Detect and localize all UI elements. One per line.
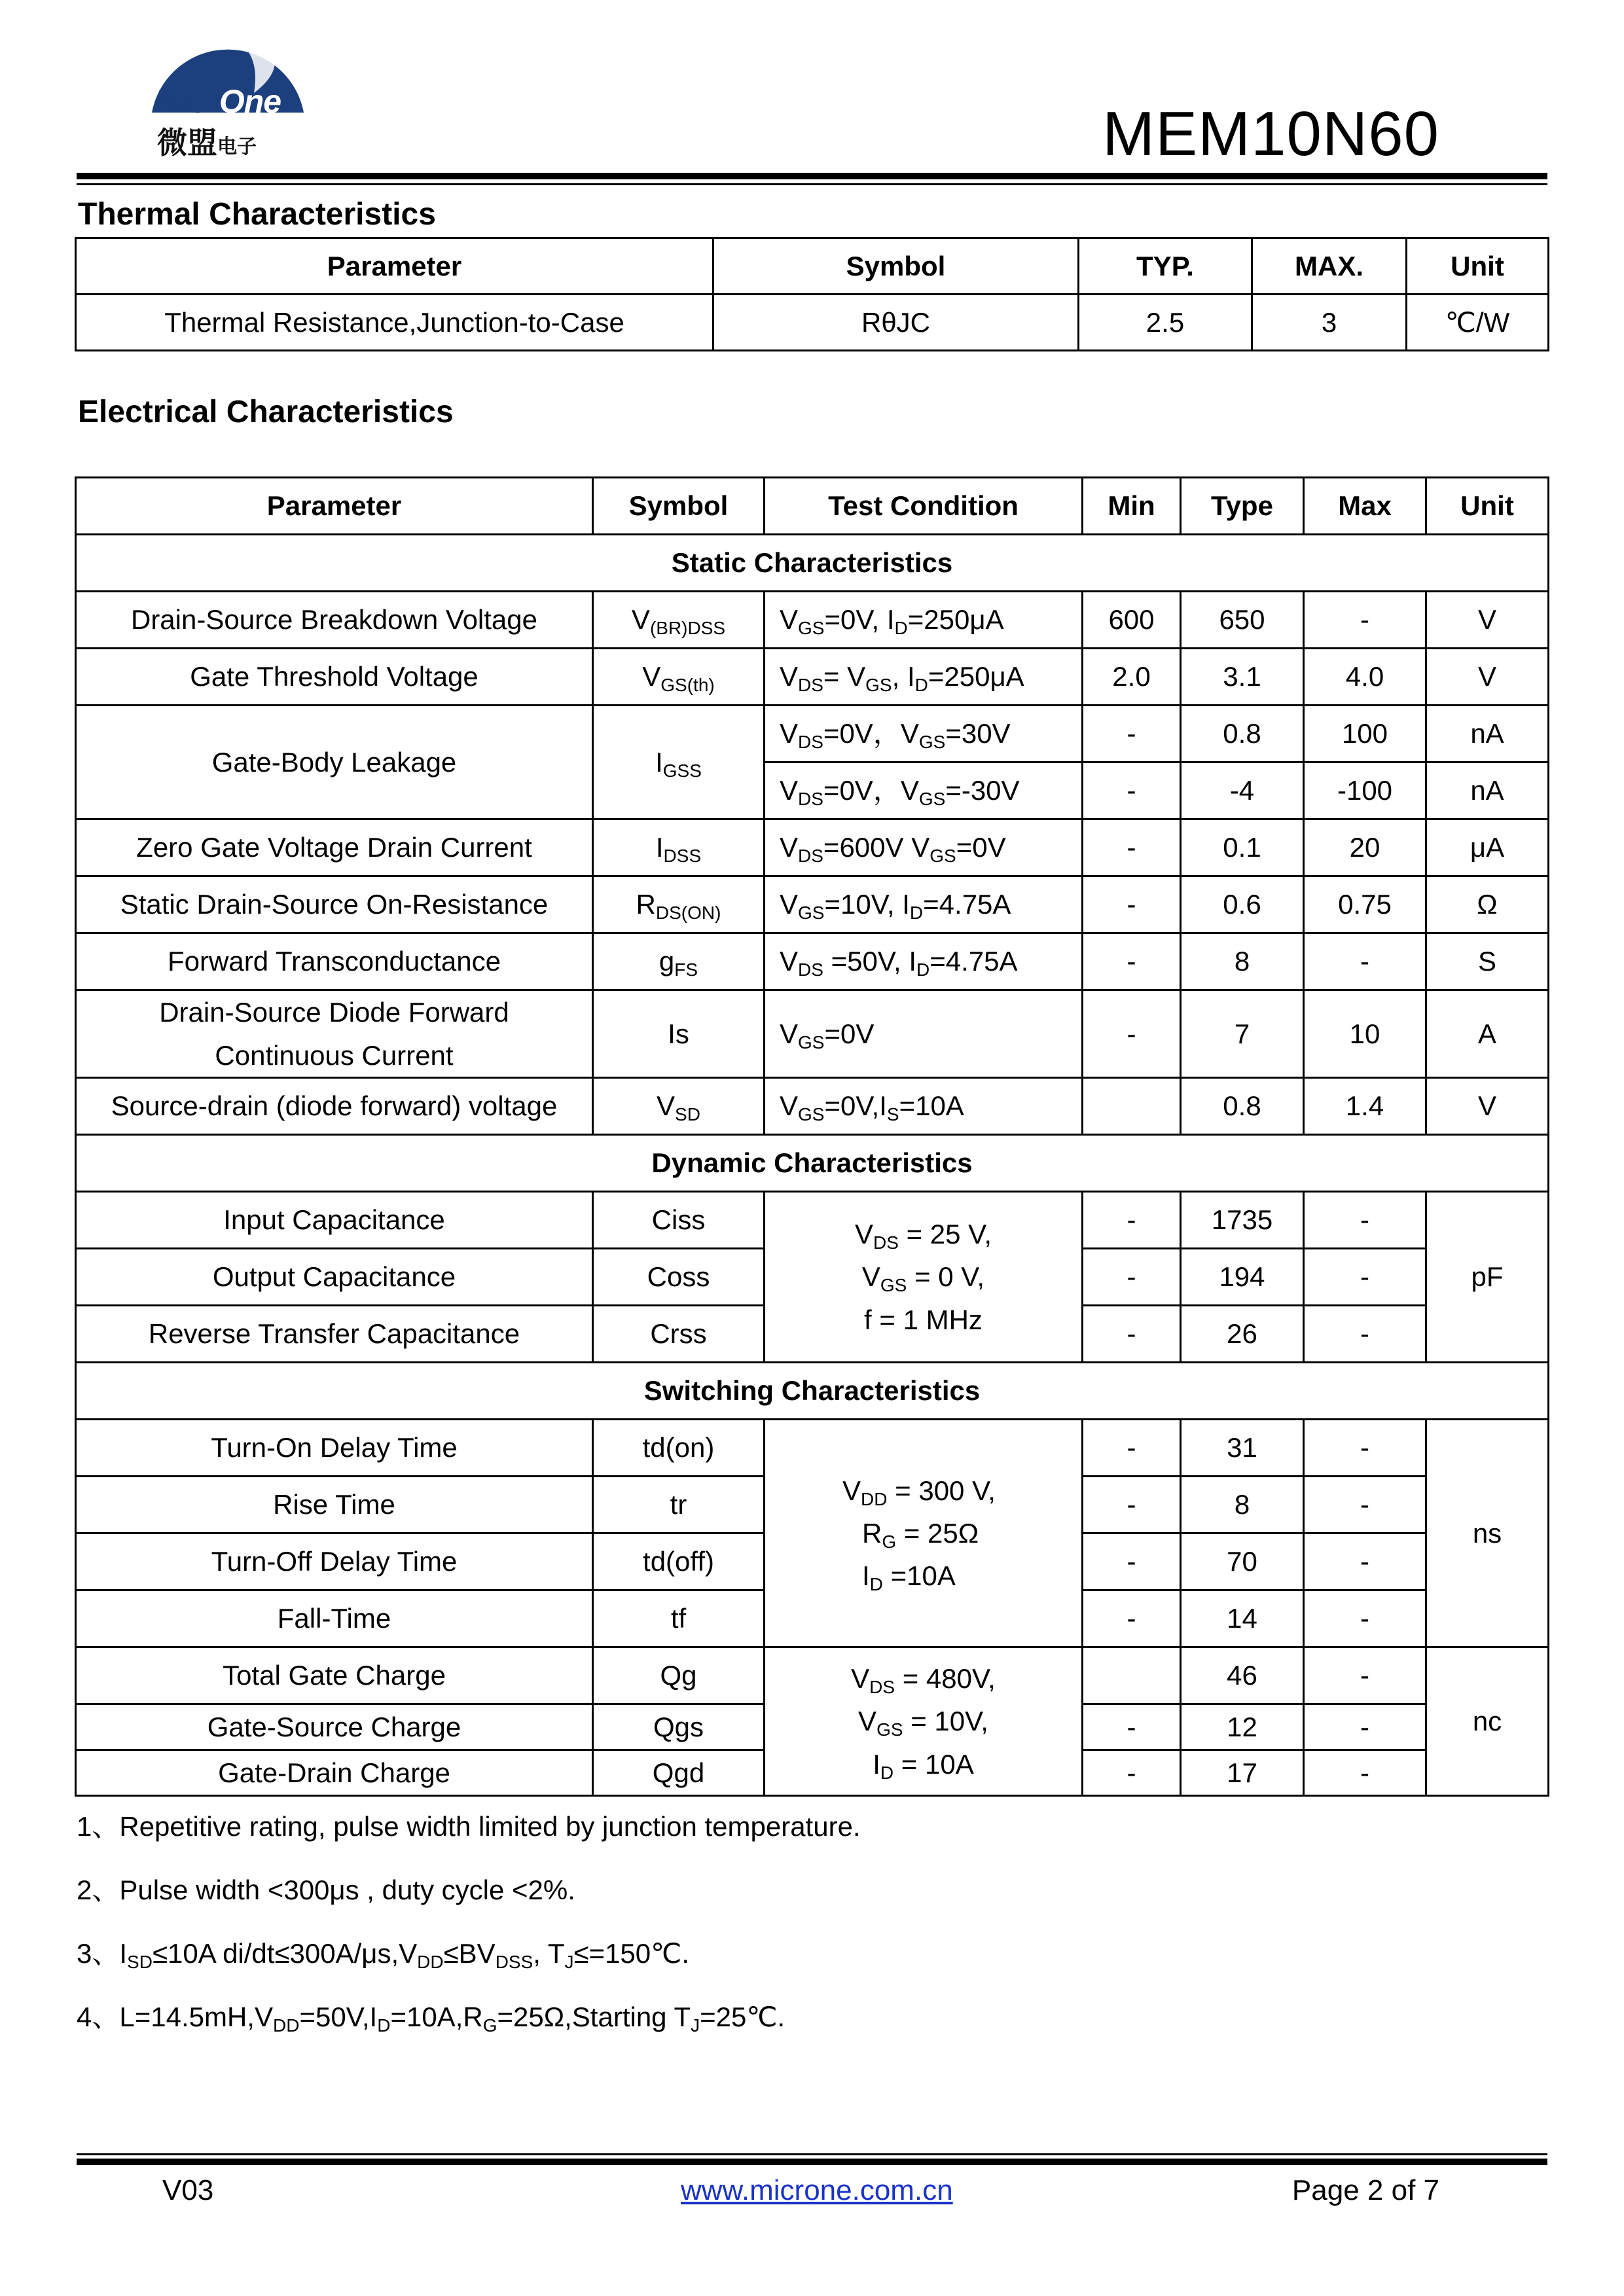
min-cell: - — [1083, 1750, 1181, 1796]
param-line: Continuous Current — [215, 1039, 454, 1071]
param-cell: Turn-Off Delay Time — [76, 1534, 593, 1590]
electrical-header-cell: Min — [1083, 478, 1181, 535]
typ-cell: 26 — [1181, 1306, 1304, 1363]
typ-cell: 0.8 — [1181, 1078, 1304, 1135]
symbol-cell: $V_{SD}$ — [593, 1078, 765, 1135]
min-cell: - — [1083, 1249, 1181, 1306]
unit-cell: nA — [1426, 762, 1549, 819]
condition-cell: $V_{GS}=10V$, $I_D=4.75A$ — [765, 876, 1083, 933]
typ-cell: 8 — [1181, 933, 1304, 990]
footer-page-number: Page 2 of 7 — [1291, 2174, 1439, 2206]
typ-cell: 46 — [1181, 1647, 1304, 1704]
unit-cell: pF — [1426, 1192, 1549, 1363]
max-cell: - — [1304, 1534, 1426, 1590]
min-cell: - — [1083, 876, 1181, 933]
typ-cell: 0.6 — [1181, 876, 1304, 933]
thermal-header-cell: Unit — [1407, 238, 1549, 295]
section-label: Dynamic Characteristics — [76, 1135, 1549, 1192]
typ-cell: 17 — [1181, 1750, 1304, 1796]
param-cell: Gate-Source Charge — [76, 1704, 593, 1750]
electrical-header-cell: Test Condition — [765, 478, 1083, 535]
typ-cell: 7 — [1181, 990, 1304, 1078]
symbol-cell: $g_{FS}$ — [593, 933, 765, 990]
table-row — [76, 706, 1549, 762]
max-cell: - — [1304, 1750, 1426, 1796]
condition-cell: $V_{DS}=600V$ $V_{GS}=0V$ — [765, 819, 1083, 876]
unit-cell: μA — [1426, 819, 1549, 876]
typ-cell: 70 — [1181, 1534, 1304, 1590]
unit-cell: nA — [1426, 706, 1549, 762]
table-row — [76, 1647, 1549, 1704]
min-cell: - — [1083, 1704, 1181, 1750]
symbol-cell: Qgs — [593, 1704, 765, 1750]
thermal-cell: RθJC — [713, 295, 1079, 351]
condition-line: $I_D = 10A$ — [873, 1748, 974, 1783]
min-cell: - — [1083, 1534, 1181, 1590]
symbol-cell: Qgd — [593, 1750, 765, 1796]
typ-cell: 0.1 — [1181, 819, 1304, 876]
condition-line: $V_{DD} = 300$ V, — [842, 1475, 996, 1509]
symbol-cell: Coss — [593, 1249, 765, 1306]
min-cell: - — [1083, 706, 1181, 762]
thermal-header-cell: MAX. — [1252, 238, 1407, 295]
max-cell: 20 — [1304, 819, 1426, 876]
unit-cell: V — [1426, 1078, 1549, 1135]
table-row — [76, 819, 1549, 876]
typ-cell: 14 — [1181, 1590, 1304, 1647]
thermal-header-cell: Symbol — [713, 238, 1079, 295]
typ-cell: 3.1 — [1181, 649, 1304, 706]
max-cell: -100 — [1304, 762, 1426, 819]
logo-chinese-name: 微盟电子 — [157, 126, 257, 160]
param-line: Drain-Source Diode Forward — [159, 997, 509, 1028]
param-cell: Source-drain (diode forward) voltage — [76, 1078, 593, 1135]
unit-cell: A — [1426, 990, 1549, 1078]
condition-cell: $V_{GS}=0V,I_S=10A$ — [765, 1078, 1083, 1135]
condition-line: $V_{DS} = 480V$, — [851, 1663, 996, 1698]
min-cell: 600 — [1083, 592, 1181, 649]
electrical-section-title: Electrical Characteristics — [78, 395, 454, 429]
min-cell: 2.0 — [1083, 649, 1181, 706]
table-row — [76, 1078, 1549, 1135]
param-cell: Rise Time — [76, 1477, 593, 1534]
typ-cell: -4 — [1181, 762, 1304, 819]
table-row — [76, 876, 1549, 933]
param-cell: Input Capacitance — [76, 1192, 593, 1249]
table-row — [76, 1192, 1549, 1249]
typ-cell: 194 — [1181, 1249, 1304, 1306]
thermal-cell: 2.5 — [1079, 295, 1252, 351]
electrical-header-row — [76, 478, 1549, 535]
electrical-header-cell: Type — [1181, 478, 1304, 535]
symbol-cell: $I_{DSS}$ — [593, 819, 765, 876]
symbol-cell: tf — [593, 1590, 765, 1647]
symbol-cell: tr — [593, 1477, 765, 1534]
footer-divider-thin — [77, 2153, 1547, 2155]
electrical-table — [75, 476, 1549, 1797]
min-cell: - — [1083, 762, 1181, 819]
param-cell: Gate-Body Leakage — [76, 706, 593, 819]
max-cell: 0.75 — [1304, 876, 1426, 933]
unit-cell: nc — [1426, 1647, 1549, 1796]
condition-cell: $V_{DS}=0V$，$V_{GS}=30V$ — [765, 706, 1083, 762]
electrical-header-cell: Parameter — [76, 478, 593, 535]
thermal-cell: ℃/W — [1407, 295, 1549, 351]
symbol-cell: $V_{(BR)DSS}$ — [593, 592, 765, 649]
max-cell: - — [1304, 1590, 1426, 1647]
thermal-data-row — [76, 295, 1549, 351]
electrical-header-cell: Symbol — [593, 478, 765, 535]
typ-cell: 1735 — [1181, 1192, 1304, 1249]
max-cell: - — [1304, 1192, 1426, 1249]
param-cell: Turn-On Delay Time — [76, 1420, 593, 1477]
footer-divider-thick — [77, 2159, 1547, 2165]
min-cell: - — [1083, 1306, 1181, 1363]
min-cell: - — [1083, 990, 1181, 1078]
condition-line: $V_{GS} = 10V$, — [858, 1706, 988, 1740]
microne-logo — [149, 14, 306, 160]
min-cell: - — [1083, 933, 1181, 990]
dynamic-section-row — [76, 1135, 1549, 1192]
section-label: Switching Characteristics — [76, 1363, 1549, 1420]
thermal-section-title: Thermal Characteristics — [78, 197, 436, 232]
condition-line: $I_D =10A$ — [862, 1560, 956, 1595]
symbol-cell: Is — [593, 990, 765, 1078]
min-cell — [1083, 1078, 1181, 1135]
electrical-header-cell: Unit — [1426, 478, 1549, 535]
table-row — [76, 592, 1549, 649]
switching-section-row — [76, 1363, 1549, 1420]
table-row — [76, 933, 1549, 990]
condition-cell: $V_{GS}=0V$ — [765, 990, 1083, 1078]
electrical-header-cell: Max — [1304, 478, 1426, 535]
param-cell: Forward Transconductance — [76, 933, 593, 990]
condition-cell: $V_{DS}= V_{GS}$, $I_D=250\mu A$ — [765, 649, 1083, 706]
min-cell — [1083, 1647, 1181, 1704]
footer-version: V03 — [162, 2174, 214, 2206]
typ-cell: 650 — [1181, 592, 1304, 649]
note-4: 4、$L=14.5mH,V_{DD}=50V,I_D=10A,R_G=25\Omega,Starting$ $T_J=25℃$. — [77, 2001, 785, 2036]
param-cell: Total Gate Charge — [76, 1647, 593, 1704]
thermal-header-cell: Parameter — [76, 238, 713, 295]
note-2: 2、Pulse width <300μs , duty cycle <2%. — [77, 1874, 575, 1905]
max-cell: - — [1304, 1420, 1426, 1477]
condition-cell: $V_{DS} =50V$, $I_D=4.75A$ — [765, 933, 1083, 990]
condition-cell — [765, 1420, 1083, 1647]
min-cell: - — [1083, 1420, 1181, 1477]
condition-cell: $V_{DS}=0V$，$V_{GS}=-30V$ — [765, 762, 1083, 819]
thermal-header-cell: TYP. — [1079, 238, 1252, 295]
static-section-row — [76, 535, 1549, 592]
table-row — [76, 649, 1549, 706]
max-cell: - — [1304, 1704, 1426, 1750]
param-cell: Fall-Time — [76, 1590, 593, 1647]
max-cell: - — [1304, 1306, 1426, 1363]
max-cell: 100 — [1304, 706, 1426, 762]
condition-line: $V_{DS} = 25$ V, — [855, 1219, 992, 1253]
symbol-cell: $V_{GS(th)}$ — [593, 649, 765, 706]
max-cell: - — [1304, 933, 1426, 990]
param-cell: Gate Threshold Voltage — [76, 649, 593, 706]
typ-cell: 8 — [1181, 1477, 1304, 1534]
min-cell: - — [1083, 1477, 1181, 1534]
thermal-cell: 3 — [1252, 295, 1407, 351]
unit-cell: S — [1426, 933, 1549, 990]
symbol-cell: td(off) — [593, 1534, 765, 1590]
param-cell: Output Capacitance — [76, 1249, 593, 1306]
max-cell: - — [1304, 1249, 1426, 1306]
header-divider-thin — [77, 183, 1547, 185]
thermal-cell: Thermal Resistance,Junction-to-Case — [76, 295, 713, 351]
thermal-header-row — [76, 238, 1549, 295]
max-cell: 1.4 — [1304, 1078, 1426, 1135]
table-row — [76, 990, 1549, 1078]
note-3: 3、$I_{SD}\le 10A$ $di/dt\le 300A/\mu s,V_{DD}\le BV_{DSS}$, $T_J\le=150℃$. — [77, 1938, 689, 1972]
condition-line: f = 1 MHz — [864, 1304, 983, 1335]
max-cell: - — [1304, 1647, 1426, 1704]
max-cell: - — [1304, 1477, 1426, 1534]
thermal-table — [75, 237, 1549, 351]
symbol-cell: $I_{GSS}$ — [593, 706, 765, 819]
unit-cell: ns — [1426, 1420, 1549, 1647]
max-cell: 4.0 — [1304, 649, 1426, 706]
symbol-cell: Crss — [593, 1306, 765, 1363]
param-cell: Static Drain-Source On-Resistance — [76, 876, 593, 933]
param-cell: Reverse Transfer Capacitance — [76, 1306, 593, 1363]
note-1: 1、Repetitive rating, pulse width limited by junction temperature. — [77, 1811, 861, 1842]
condition-cell — [765, 1647, 1083, 1796]
table-row — [76, 1420, 1549, 1477]
typ-cell: 0.8 — [1181, 706, 1304, 762]
typ-cell: 12 — [1181, 1704, 1304, 1750]
min-cell: - — [1083, 1192, 1181, 1249]
symbol-cell: Qg — [593, 1647, 765, 1704]
symbol-cell: td(on) — [593, 1420, 765, 1477]
typ-cell: 31 — [1181, 1420, 1304, 1477]
condition-line: $V_{GS} = 0$ V, — [861, 1261, 985, 1296]
param-cell: Zero Gate Voltage Drain Current — [76, 819, 593, 876]
param-cell: Gate-Drain Charge — [76, 1750, 593, 1796]
part-number-title: MEM10N60 — [1102, 99, 1439, 169]
condition-cell — [765, 1192, 1083, 1363]
condition-cell: $V_{GS}=0V$, $I_D=250\mu A$ — [765, 592, 1083, 649]
param-cell: Drain-Source Breakdown Voltage — [76, 592, 593, 649]
max-cell: 10 — [1304, 990, 1426, 1078]
condition-line: $R_G = 25\Omega$ — [862, 1517, 979, 1552]
min-cell: - — [1083, 819, 1181, 876]
param-cell — [76, 990, 593, 1078]
footer-website-link[interactable]: www.microne.com.cn — [681, 2174, 953, 2206]
logo-wordmark: MicrOne — [154, 83, 281, 120]
unit-cell: Ω — [1426, 876, 1549, 933]
max-cell: - — [1304, 592, 1426, 649]
min-cell: - — [1083, 1590, 1181, 1647]
symbol-cell: $R_{DS(ON)}$ — [593, 876, 765, 933]
header-divider-thick — [77, 173, 1547, 179]
unit-cell: V — [1426, 592, 1549, 649]
section-label: Static Characteristics — [76, 535, 1549, 592]
unit-cell: V — [1426, 649, 1549, 706]
symbol-cell: Ciss — [593, 1192, 765, 1249]
